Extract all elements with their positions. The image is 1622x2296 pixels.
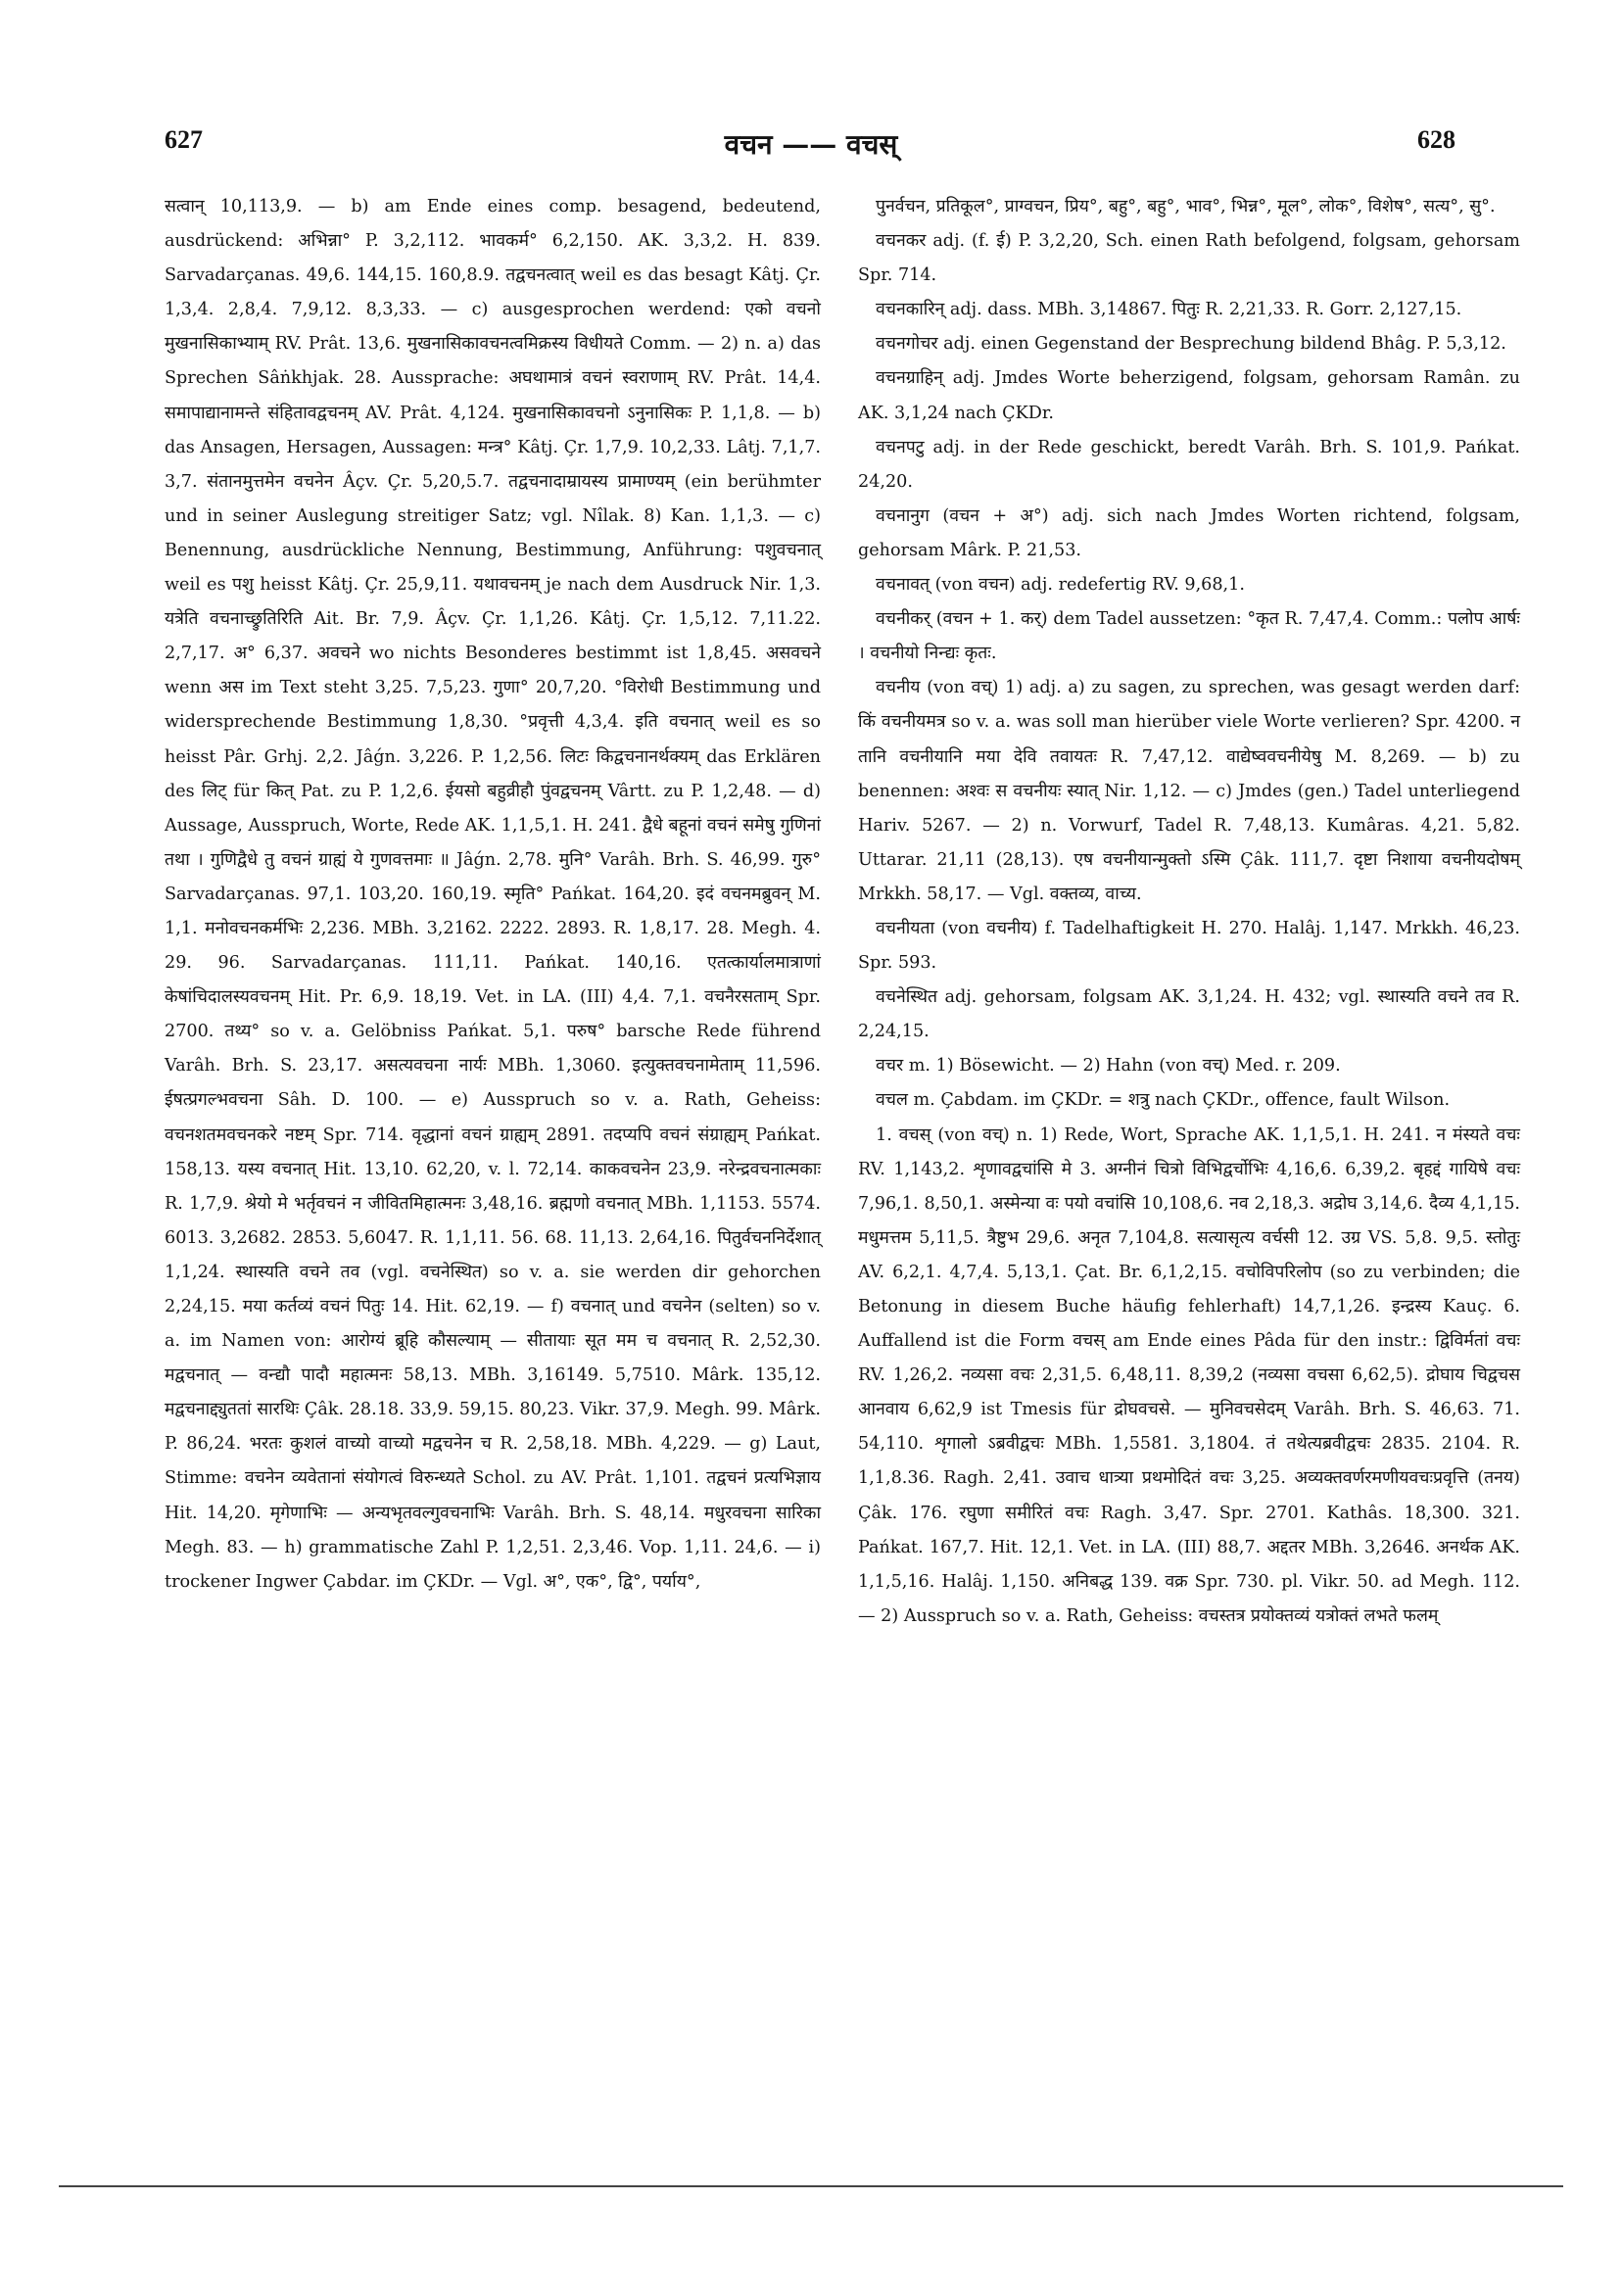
- running-title: वचन —— वचस्: [724, 128, 898, 161]
- dictionary-entry: सत्वान् 10,113,9. — b) am Ende eines comp. besagend, bedeutend, ausdrückend: अभिन्ना° P. 3,2,112. भावकर्म° 6,2,150. AK. 3,3,2. H. 839. Sarvadarçanas. 49,6. 144,15. 160,8.9. तद्वचनत्वात् weil es das besagt Kâtj. Çr. 1,3,4. 2,8,4. 7,9,12. 8,3,33. — c) ausgesprochen werdend: एको वचनो मुखनासिकाभ्याम् RV. Prât. 13,6. मुखनासिकावचनत्वमिक्रस्य विधीयते Comm. — 2) n. a) das Sprechen Sâṅkhjak. 28. Aussprache: अघथामात्रं वचनं स्वराणाम् RV. Prât. 14,4. समापाद्यानामन्ते संहितावद्वचनम् AV. Prât. 4,124. मुखनासिकावचनो ऽनुनासिकः P. 1,1,8. — b) das Ansagen, Hersagen, Aussagen: मन्त्र° Kâtj. Çr. 1,7,9. 10,2,33. Lâtj. 7,1,7. 3,7. संतानमुत्तमेन वचनेन Âçv. Çr. 5,20,5.7. तद्वचनादाम्रायस्य प्रामाण्यम् (ein berühmter und in seiner Auslegung streitiger Satz; vgl. Nîlak. 8) Kan. 1,1,3. — c) Benennung, ausdrückliche Nennung, Bestimmung, Anführung: पशुवचनात् weil es पशु heisst Kâtj. Çr. 25,9,11. यथावचनम् je nach dem Ausdruck Nir. 1,3. यत्रेति वचनाच्छ्रुतिरिति Ait. Br. 7,9. Âçv. Çr. 1,1,26. Kâtj. Çr. 1,5,12. 7,11.22. 2,7,17. अ° 6,37. अवचने wo nichts Besonderes bestimmt ist 1,8,45. असवचने wenn अस im Text steht 3,25. 7,5,23. गुणा° 20,7,20. °विरोधी Bestimmung und widersprechende Bestimmung 1,8,30. °प्रवृत्ती 4,3,4. इति वचनात् weil es so heisst Pâr. Grhj. 2,2. Jâǵn. 3,226. P. 1,2,56. लिटः किद्वचनानर्थक्यम् das Erklären des लिट् für कित् Pat. zu P. 1,2,6. ईयसो बहुव्रीहौ पुंवद्वचनम् Vârtt. zu P. 1,2,48. — d) Aussage, Ausspruch, Worte, Rede AK. 1,1,5,1. H. 241. द्वैधे बहूनां वचनं समेषु गुणिनां तथा । गुणिद्वैधे तु वचनं ग्राह्यं ये गुणवत्तमाः ॥ Jâǵn. 2,78. मुनि° Varâh. Brh. S. 46,99. गुरु° Sarvadarçanas. 97,1. 103,20. 160,19. स्मृति° Pańkat. 164,20. इदं वचनमब्रुवन् M. 1,1. मनोवचनकर्मभिः 2,236. MBh. 3,2162. 2222. 2893. R. 1,8,17. 28. Megh. 4. 29. 96. Sarvadarçanas. 111,11. Pańkat. 140,16. एतत्कार्यालमात्राणां केषांचिदालस्यवचनम् Hit. Pr. 6,9. 18,19. Vet. in LA. (III) 4,4. 7,1. वचनैरसताम् Spr. 2700. तथ्य° so v. a. Gelöbniss Pańkat. 5,1. परुष° barsche Rede führend Varâh. Brh. S. 23,17. असत्यवचना नार्यः MBh. 1,3060. इत्युक्तवचनामेताम् 11,596. ईषत्प्रगल्भवचना Sâh. D. 100. — e) Ausspruch so v. a. Rath, Geheiss: वचनशतमवचनकरे नष्टम् Spr. 714. वृद्धानां वचनं ग्राह्यम् 2891. तदप्यपि वचनं संग्राह्यम् Pańkat. 158,13. यस्य वचनात् Hit. 13,10. 62,20, v. l. 72,14. काकवचनेन 23,9. नरेन्द्रवचनात्मकाः R. 1,7,9. श्रेयो मे भर्तृवचनं न जीवितमिहात्मनः 3,48,16. ब्रह्मणो वचनात् MBh. 1,1153. 5574. 6013. 3,2682. 2853. 5,6047. R. 1,1,11. 56. 68. 11,13. 2,64,16. पितुर्वचननिर्देशात् 1,1,24. स्थास्यति वचने तव (vgl. वचनेस्थित) so v. a. sie werden dir gehorchen 2,24,15. मया कर्तव्यं वचनं पितुः 14. Hit. 62,19. — f) वचनात् und वचनेन (selten) so v. a. im Namen von: आरोग्यं ब्रूहि कौसल्याम् — सीतायाः सूत मम च वचनात् R. 2,52,30. मद्वचनात् — वन्द्यौ पादौ महात्मनः 58,13. MBh. 3,16149. 5,7510. Mârk. 135,12. मद्वचनाद्द्युततां सारथिः Çâk. 28.18. 33,9. 59,15. 80,23. Vikr. 37,9. Megh. 99. Mârk. P. 86,24. भरतः कुशलं वाच्यो वाच्यो मद्वचनेन च R. 2,58,18. MBh. 4,229. — g) Laut, Stimme: वचनेन व्यवेतानां संयोगत्वं विरुन्ध्यते Schol. zu AV. Prât. 1,101. तद्वचनं प्रत्यभिज्ञाय Hit. 14,20. मृगेणाभिः — अन्यभृतवल्गुवचनाभिः Varâh. Brh. S. 48,14. मधुरवचना सारिका Megh. 83. — h) grammatische Zahl P. 1,2,51. 2,3,46. Vop. 1,11. 24,6. — i) trockener Ingwer Çabdar. im ÇKDr. — Vgl. अ°, एक°, द्वि°, पर्याय°,: [165, 197, 821, 1592]
- dictionary-entry: वचनीकर् (वचन + 1. कर्) dem Tadel aussetzen: °कृत R. 7,47,4. Comm.: पलोप आर्षः । वचनीयो निन्द्यः कृतः.: [858, 609, 1520, 664]
- page-number-right: 628: [1417, 125, 1455, 154]
- footer-rule: [59, 2185, 1563, 2187]
- dictionary-entry: वचनीय (von वच्) 1) adj. a) zu sagen, zu sprechen, was gesagt werden darf: किं वचनीयमत्र so v. a. was soll man hierüber viele Worte verlieren? Spr. 4200. न तानि वचनीयानि मया देवि तवायतः R. 7,47,12. वाद्येष्ववचनीयेषु M. 8,269. — b) zu benennen: अश्वः स वचनीयः स्यात् Nir. 1,12. — c) Jmdes (gen.) Tadel unterliegend Hariv. 5267. — 2) n. Vorwurf, Tadel R. 7,48,13. Kumâras. 4,21. 5,82. Uttarar. 21,11 (28,13). एष वचनीयान्मुक्तो ऽस्मि Çâk. 111,7. दृष्टा निशाया वचनीयदोषम् Mrkkh. 58,17. — Vgl. वक्तव्य, वाच्य.: [858, 678, 1520, 904]
- page-header: [0, 125, 1622, 165]
- dictionary-entry: वचनकारिन् adj. dass. MBh. 3,14867. पितुः R. 2,21,33. R. Gorr. 2,127,15.: [876, 300, 1462, 320]
- page-number-left: 627: [165, 125, 203, 154]
- dictionary-entry: वचनकर adj. (f. ई) P. 3,2,20, Sch. einen Rath befolgend, folgsam, gehorsam Spr. 714.: [858, 231, 1520, 286]
- dictionary-entry: वचनग्राहिन् adj. Jmdes Worte beherzigend, folgsam, gehorsam Ramân. zu AK. 3,1,24 nach ÇKDr.: [858, 368, 1520, 423]
- dictionary-entry: वचर m. 1) Bösewicht. — 2) Hahn (von वच्) Med. r. 209.: [876, 1056, 1341, 1076]
- dictionary-entry: पुनर्वचन, प्रतिकूल°, प्राग्वचन, प्रिय°, बहु°, बहु°, भाव°, भिन्न°, मूल°, लोक°, विशेष°, सत्य°, सु°.: [876, 197, 1496, 216]
- left-column: [165, 190, 821, 1600]
- right-column: [858, 190, 1520, 1634]
- dictionary-entry: वचनीयता (von वचनीय) f. Tadelhaftigkeit H. 270. Halâj. 1,147. Mrkkh. 46,23. Spr. 593.: [858, 918, 1520, 974]
- dictionary-entry: वचल m. Çabdam. im ÇKDr. = शत्रु nach ÇKDr., offence, fault Wilson.: [876, 1090, 1451, 1111]
- dictionary-entry: 1. वचस् (von वच्) n. 1) Rede, Wort, Sprache AK. 1,1,5,1. H. 241. न मंस्यते वचः RV. 1,143,2. शृणावद्वचांसि मे 3. अग्नीनं चित्रो विभिद्वर्चोभिः 4,16,6. 6,39,2. बृहद्दं गायिषे वचः 7,96,1. 8,50,1. अस्मेन्या वः पयो वचांसि 10,108,6. नव 2,18,3. अद्रोघ 3,14,6. दैव्य 4,1,15. मधुमत्तम 5,11,5. त्रैष्टुभ 29,6. अनृत 7,104,8. सत्यासृत्य वर्चसी 12. उग्र VS. 5,8. 9,5. स्तोतुः AV. 6,2,1. 4,7,4. 5,13,1. Çat. Br. 6,1,2,15. वचोविपरिलोप (so zu verbinden; die Betonung in diesem Buche häufig fehlerhaft) 14,7,1,26. इन्द्रस्य Kauç. 6. Auffallend ist die Form वचस् am Ende eines Pâda für den instr.: द्विविर्मतां वचः RV. 1,26,2. नव्यसा वचः 2,31,5. 6,48,11. 8,39,2 (नव्यसा वचसा 6,62,5). द्रोघाय चिद्वचस आनवाय 6,62,9 ist Tmesis für द्रोघवचसे. — मुनिवचसेदम् Varâh. Brh. S. 46,63. 71. 54,110. शृगालो ऽब्रवीद्वचः MBh. 1,5581. 3,1804. तं तथेत्यब्रवीद्वचः 2835. 2104. R. 1,1,8.36. Ragh. 2,41. उवाच धात्र्या प्रथमोदितं वचः 3,25. अव्यक्तवर्णरमणीयवचःप्रवृत्ति (तनय) Çâk. 176. रघुणा समीरितं वचः Ragh. 3,47. Spr. 2701. Kathâs. 18,300. 321. Pańkat. 167,7. Hit. 12,1. Vet. in LA. (III) 88,7. अद्दतर MBh. 3,2646. अनर्थक AK. 1,1,5,16. Halâj. 1,150. अनिबद्ध 139. वक्र Spr. 730. pl. Vikr. 50. ad Megh. 112. — 2) Ausspruch so v. a. Rath, Geheiss: वचस्तत्र प्रयोक्तव्यं यत्रोक्तं लभते फलम्: [858, 1124, 1520, 1626]
- dictionary-entry: वचनानुग (वचन + अ°) adj. sich nach Jmdes Worten richtend, folgsam, gehorsam Mârk. P. 21,53.: [858, 505, 1520, 560]
- dictionary-entry: वचनेस्थित adj. gehorsam, folgsam AK. 3,1,24. H. 432; vgl. स्थास्यति वचने तव R. 2,24,15.: [858, 987, 1520, 1042]
- dictionary-entry: वचनावत् (von वचन) adj. redefertig RV. 9,68,1.: [876, 575, 1245, 596]
- dictionary-entry: वचनपटु adj. in der Rede geschickt, beredt Varâh. Brh. S. 101,9. Pańkat. 24,20.: [858, 437, 1520, 492]
- dictionary-entry: वचनगोचर adj. einen Gegenstand der Besprechung bildend Bhâg. P. 5,3,12.: [876, 334, 1506, 355]
